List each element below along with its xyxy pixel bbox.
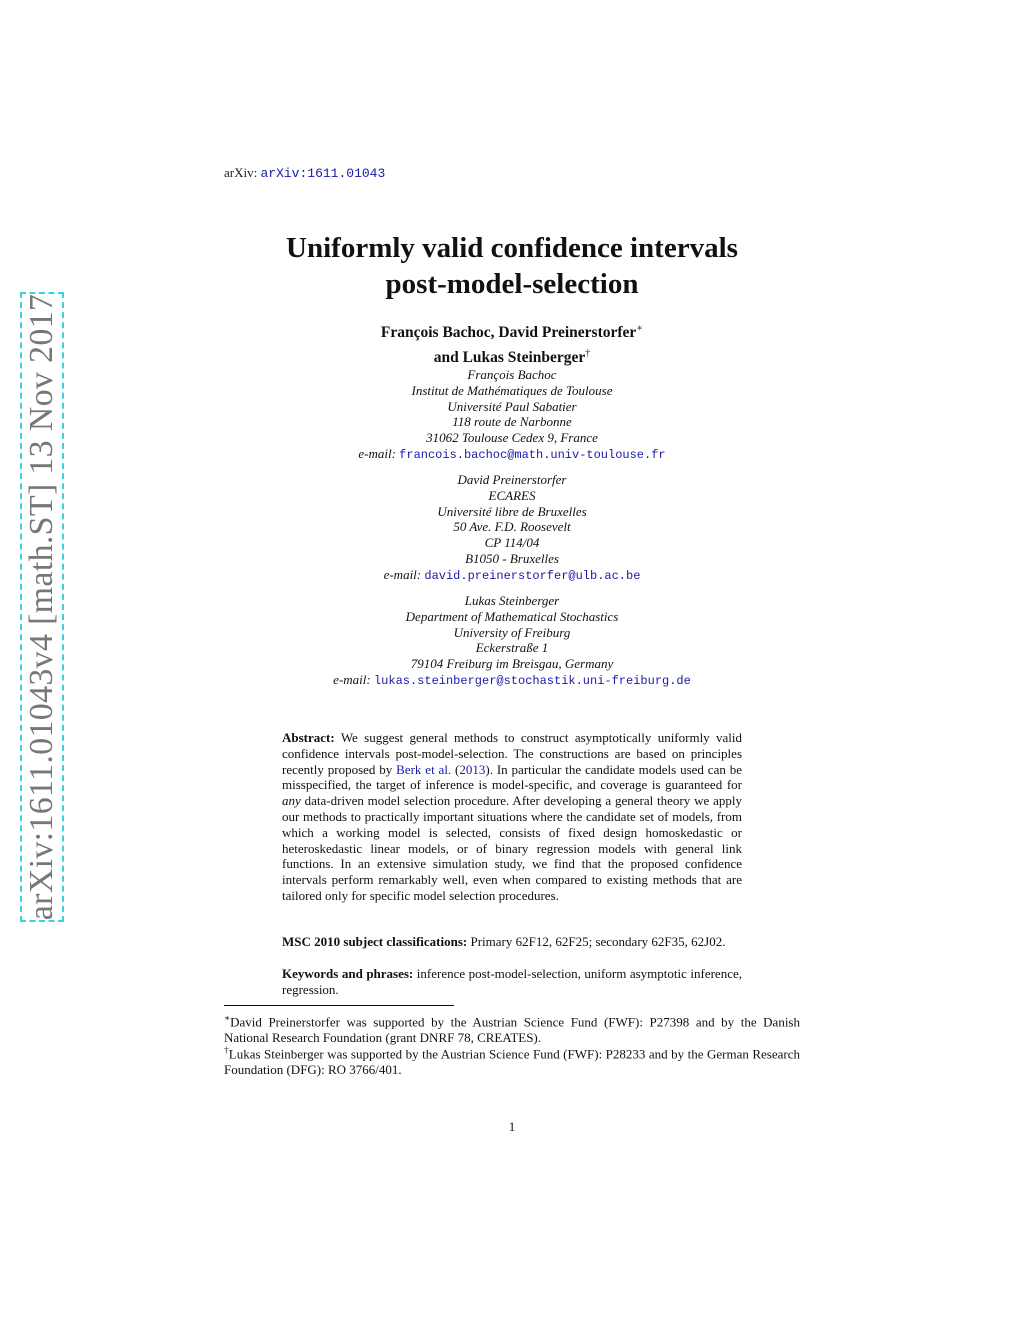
authors-line-2-text: and Lukas Steinberger [433, 349, 586, 367]
affiliation-line: François Bachoc [467, 367, 557, 382]
abstract-label: Abstract: [282, 730, 335, 745]
arxiv-identifier [224, 165, 385, 181]
affiliation-email-row [200, 567, 824, 585]
footnote-2 [224, 1043, 800, 1078]
affiliation-line: B1050 - Bruxelles [465, 550, 559, 566]
affiliation-line: Université libre de Bruxelles [437, 503, 587, 519]
keywords-text: inference post-model-selection, uniform asymptotic inference, regression. [282, 966, 742, 997]
footnote-1-mark: ∗ [224, 1013, 231, 1023]
email-link-steinberger[interactable]: lukas.steinberger@stochastik.uni-freiburg.de [373, 673, 691, 688]
affiliation-line: ECARES [488, 487, 536, 503]
footnote-mark-2-link[interactable]: † [585, 348, 591, 360]
abstract-text-b: . In particular the candidate models used can be misspecified, the target of inference is model-specific, and coverage is guaranteed for [282, 761, 742, 793]
affiliation-bachoc [200, 367, 824, 464]
abstract-emphasis: any [282, 793, 301, 809]
footnote-mark-1-link[interactable]: ∗ [636, 323, 644, 334]
affiliation-line: Lukas Steinberger [464, 593, 560, 608]
arxiv-id-link[interactable]: arXiv:1611.01043 [260, 166, 386, 181]
title-line-1: Uniformly valid confidence intervals [286, 232, 738, 264]
abstract-text-a: We suggest general methods to construct asymptotically uniformly valid confidence intervals post-model-selection. The constructions are based on principles recently proposed by [282, 730, 743, 777]
arxiv-side-stamp [20, 292, 64, 922]
citation-year-link[interactable]: 2013 [459, 761, 486, 777]
affiliation-line: David Preinerstorfer [457, 472, 567, 487]
affiliation-email-row [200, 446, 824, 464]
authors-line-1-text: François Bachoc, David Preinerstorfer [380, 324, 637, 342]
affiliation-line: CP 114/04 [484, 535, 540, 551]
abstract: Abstract: We suggest general methods to construct asymptotically uniformly valid confidence intervals post-model-selection. The constructions are based on principles recently proposed by Berk et al. (2013). In particular the candidate models used can be misspecified, the target of inference is model-specific, and coverage is guaranteed for any data-driven model selection procedure. After developing a general theory we apply our methods to practically important situations where the candidate set of models, from which a working model is selected, consists of fixed design homoskedastic or heteroskedastic linear models, or of binary regression models with general link functions. In an extensive simulation study, we find that the proposed confidence intervals perform remarkably well, even when compared to existing methods that are tailored only for specific model selection procedures. [282, 730, 743, 903]
msc-classifications [282, 934, 742, 950]
affiliation-line: Université Paul Sabatier [447, 398, 577, 414]
affiliation-line: Institut de Mathématiques de Toulouse [411, 382, 613, 398]
page-number: 1 [508, 1119, 516, 1134]
affiliation-line: 118 route de Narbonne [452, 414, 572, 430]
email-label: e-mail: [358, 445, 396, 461]
keywords [282, 966, 742, 998]
author-list [200, 318, 824, 368]
affiliation-preinerstorfer [200, 472, 824, 585]
affiliation-line: University of Freiburg [453, 624, 571, 640]
msc-label: MSC 2010 subject classifications: [282, 934, 468, 949]
affiliation-line: 50 Ave. F.D. Roosevelt [453, 519, 571, 535]
footnote-divider [224, 1005, 454, 1006]
email-link-bachoc[interactable]: francois.bachoc@math.univ-toulouse.fr [399, 447, 666, 462]
affiliation-line: 31062 Toulouse Cedex 9, France [426, 430, 598, 446]
footnote-2-text: Lukas Steinberger was supported by the Austrian Science Fund (FWF): P28233 and by the German Research Foundation (DFG): RO 3766/401. [224, 1046, 801, 1078]
affiliation-email-row [200, 672, 824, 690]
email-link-preinerstorfer[interactable]: david.preinerstorfer@ulb.ac.be [424, 568, 641, 583]
affiliation-line: Eckerstraße 1 [475, 640, 549, 656]
citation-berk-link[interactable]: Berk et al. [396, 761, 452, 777]
keywords-label: Keywords and phrases: [282, 966, 414, 981]
affiliation-steinberger [200, 593, 824, 690]
paper-title [200, 230, 824, 302]
authors-line-2 [200, 343, 824, 368]
msc-text: Primary 62F12, 62F25; secondary 62F35, 62J02. [470, 934, 726, 949]
abstract-text-c: data-driven model selection procedure. After developing a general theory we apply our methods to practically important situations where the candidate set of models, from which a working model is selected, consists of fixed design homoskedastic or heteroskedastic linear models, or of binary regression models with general link functions. In an extensive simulation study, we find that the proposed confidence intervals perform remarkably well, even when compared to existing methods that are tailored only for specific model selection procedures. [282, 793, 743, 903]
footnote-2-mark: † [224, 1045, 229, 1055]
arxiv-prefix: arXiv: [224, 165, 258, 180]
title-line-2: post-model-selection [385, 268, 639, 300]
affiliation-line: Department of Mathematical Stochastics [405, 608, 619, 624]
affiliation-line: 79104 Freiburg im Breisgau, Germany [410, 656, 614, 672]
authors-line-1 [200, 318, 824, 343]
email-label: e-mail: [333, 671, 371, 687]
email-label: e-mail: [383, 566, 422, 582]
arxiv-side-stamp-text: arXiv:1611.01043v4 [math.ST] 13 Nov 2017 [23, 293, 60, 921]
footnote-1-text: David Preinerstorfer was supported by the Austrian Science Fund (FWF): P27398 and by the Danish National Research Foundation (grant DNRF 78, CREATES). [224, 1014, 800, 1046]
footnote-1 [224, 1011, 800, 1046]
